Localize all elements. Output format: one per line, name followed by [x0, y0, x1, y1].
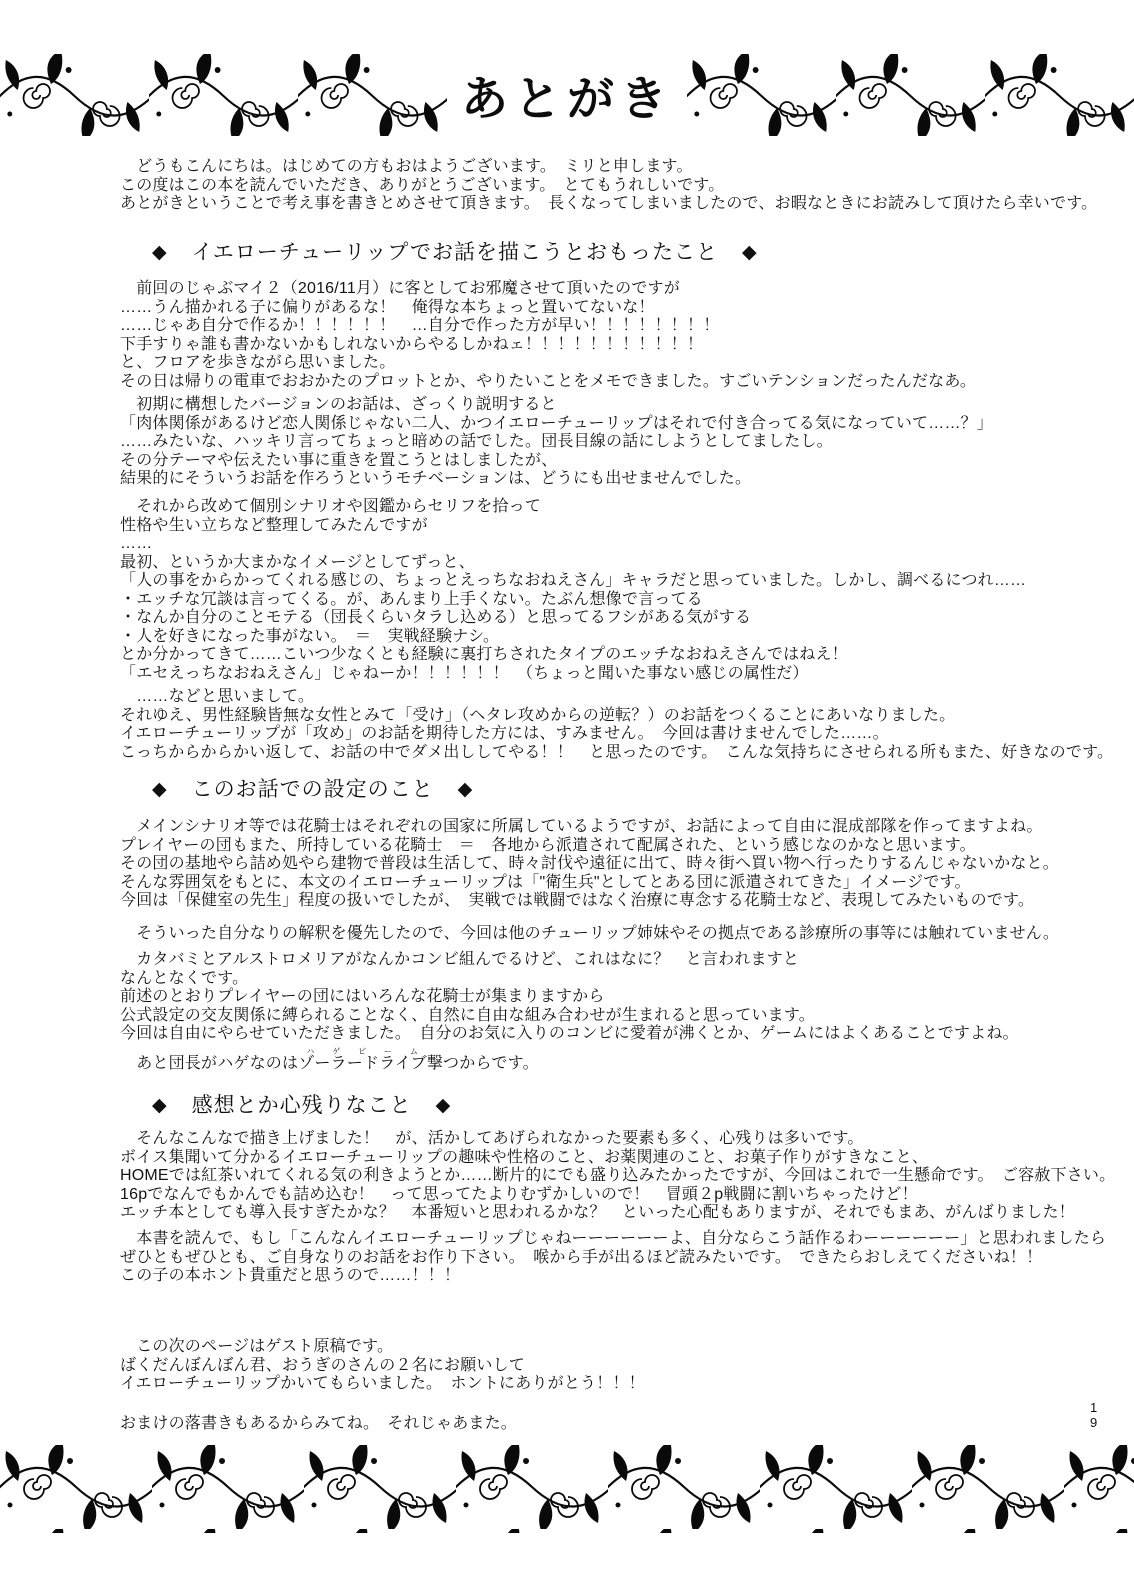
page-title: あとがき	[461, 71, 673, 127]
text-line: そんな雰囲気をもとに、本文のイエローチューリップは「"衛生兵"としてとある団に派遣されてきた」イメージです。	[120, 873, 971, 891]
ruby-word	[298, 1047, 427, 1072]
text-line: それから改めて個別シナリオや図鑑からセリフを拾って	[120, 498, 542, 515]
text-line: 下手すりゃ誰も書かないかもしれないからやるしかねェ！！！！！！！！！！！	[120, 335, 704, 353]
text-line: その日は帰りの電車でおおかたのプロットとか、やりたいことをメモできました。すごいテンションだったんだなあ。	[120, 372, 977, 390]
text-line: と、フロアを歩きながら思いました。	[120, 354, 396, 371]
text-line: イエローチューリップかいてもらいました。 ホントにありがとう！！！	[120, 1375, 645, 1392]
paragraph-solar-drive	[120, 1047, 1116, 1074]
paragraph-request-to-readers	[120, 1230, 1116, 1286]
text-line: 本書を読んで、もし「こんなんイエローチューリップじゃねーーーーーーよ、自分ならこう話作るわーーーーーー」と思われましたら	[120, 1230, 1107, 1247]
text-line: 結果的にそういうお話を作ろうというモチベーションは、どうにも出せませんでした。	[120, 470, 752, 487]
paragraph-regrets	[120, 1130, 1116, 1223]
text-line: 「肉体関係があるけど恋人関係じゃない二人、かつイエローチューリップはそれで付き合ってる気になっていて……？」	[120, 414, 994, 432]
diamond-icon: ◆	[741, 242, 758, 263]
vine-ornament-bottom	[0, 1445, 1134, 1533]
text-line: 前述のとおりプレイヤーの団にはいろんな花騎士が集まりますから	[120, 988, 605, 1005]
text-line: とか分かってきて……こいつ少なくとも経験に裏打ちされたタイプのエッチなおねえさんではねえ！	[120, 646, 848, 663]
diamond-icon: ◆	[435, 1095, 452, 1116]
diamond-icon: ◆	[152, 242, 168, 263]
paragraph-intro	[120, 158, 1116, 214]
text-line: この度はこの本を読んでいただき、ありがとうございます。 とてもうれしいです。	[120, 176, 725, 194]
paragraph-event-recollection	[120, 280, 1116, 391]
paragraph-combi-note	[120, 951, 1116, 1044]
paragraph-guest-credits	[120, 1338, 1116, 1394]
text-line: この次のページはゲスト原稿です。	[120, 1338, 394, 1355]
text-line: HOMEでは紅茶いれてくれる気の利きようとか……断片的にでも盛り込みたかったですが、今回はこれで一生懸命です。 ご容赦下さい。	[120, 1167, 1116, 1184]
text-line: ……みたいな、ハッキリ言ってちょっと暗めの話でした。団長目線の話にしようとしてましたし。	[120, 433, 833, 450]
paragraph-farewell	[120, 1415, 1116, 1434]
text-line: ・なんか自分のことモテる（団長くらいタラし込める）と思ってるフシがある気がする	[120, 609, 752, 626]
text-line: 16pでなんでもかんでも詰め込む！ って思ってたよりむずかしいので！ 冒頭２p戦闘に割いちゃったけど！	[120, 1185, 918, 1203]
text-line: ぜひともぜひとも、ご自身なりのお話をお作り下さい。 喉から手が出るほど読みたいです。 できたらおしえてくださいね！！	[120, 1248, 1043, 1266]
text-line: 初期に構想したバージョンのお話は、ざっくり説明すると	[120, 396, 557, 413]
section-heading-text: イエローチューリップでお話を描こうとおもったこと	[191, 241, 718, 264]
text-line: イエローチューリップが「攻め」のお話を期待した方には、すみません。 今回は書けませんでした……。	[120, 725, 889, 742]
vine-ornament-left	[0, 54, 447, 136]
text-line: 「エセえっちなおねえさん」じゃねーか！！！！！！ （ちょっと聞いた事ない感じの属性だ）	[120, 664, 809, 682]
text-line: 性格や生い立ちなど整理してみたんですが	[120, 516, 428, 534]
text-line: この子の本ホント貴重だと思うので……！！！	[120, 1267, 461, 1284]
diamond-icon: ◆	[152, 1095, 168, 1116]
ruby-annotation: ハゲビーム	[298, 1047, 427, 1056]
text-line: なんとなくです。	[120, 969, 249, 987]
vine-ornament-right	[687, 54, 1134, 136]
paragraph-first-version	[120, 396, 1116, 489]
text-line-ruby	[120, 1047, 1116, 1074]
text-line: ・エッチな冗談は言ってくる。が、あんまり上手くない。たぶん想像で言ってる	[120, 590, 703, 608]
text-line: メインシナリオ等では花騎士はそれぞれの国家に所属しているようですが、お話によって自由に混成部隊を作ってますよね。	[120, 818, 1043, 835]
text-line: ……	[120, 535, 153, 552]
paragraph-story-direction	[120, 688, 1116, 762]
ruby-base-text: ゾーラードライブ	[298, 1055, 427, 1072]
section-heading-text: 感想とか心残りなこと	[191, 1094, 412, 1117]
paragraph-interpretation-note	[120, 925, 1116, 944]
text-line: ……じゃあ自分で作るか！！！！！！ …自分で作った方が早い！！！！！！！！	[120, 317, 720, 334]
ruby-pre-text: あと団長がハゲなのは	[120, 1055, 299, 1072]
text-line: カタバミとアルストロメリアがなんかコンビ組んでるけど、これはなに？ と言われますと	[120, 951, 800, 968]
page-number-digit: 9	[1090, 1415, 1098, 1430]
text-line: エッチ本としても導入長すぎたかな？ 本番短いと思われるかな？ といった心配もありますが、それでもまあ、がんばりました！	[120, 1204, 1075, 1221]
page-number-digit: 1	[1090, 1400, 1098, 1415]
text-line: その分テーマや伝えたい事に重きを置こうとはしましたが、	[120, 451, 558, 469]
text-line: 「人の事をからかってくれる感じの、ちょっとえっちなおねえさん」キャラだと思っていました。しかし、調べるにつれ……	[120, 572, 1027, 589]
text-line: ・人を好きになった事がない。 ＝ 実戦経験ナシ。	[120, 627, 500, 645]
diamond-icon: ◆	[457, 779, 474, 800]
text-line: どうもこんにちは。はじめての方もおはようございます。 ミリと申します。	[120, 158, 693, 175]
page-number	[1090, 1400, 1097, 1430]
text-line: 今回は「保健室の先生」程度の扱いでしたが、 実戦では戦闘ではなく治療に専念する花騎士など、表現してみたいものです。	[120, 892, 1035, 909]
text-line: ……うん描かれる子に偏りがあるな！ 俺得な本ちょっと置いてないな！	[120, 298, 655, 316]
top-decorative-border	[0, 52, 1134, 138]
section-heading-regrets	[152, 1089, 451, 1119]
paragraph-world-setting	[120, 818, 1116, 911]
text-line: ばくだんぼんぼん君、おうぎのさんの２名にお願いして	[120, 1356, 526, 1374]
paragraph-character-study	[120, 498, 1116, 683]
text-line: こっちからからかい返して、お話の中でダメ出ししてやる！！ と思ったのです。 こんな気持ちにさせられる所もまた、好きなのです。	[120, 743, 1114, 761]
text-line: 最初、というか大まかなイメージとしてずっと、	[120, 553, 475, 571]
text-line: それゆえ、男性経験皆無な女性とみて「受け」（ヘタレ攻めからの逆転？）のお話をつくることにあいなりました。	[120, 706, 956, 724]
diamond-icon: ◆	[152, 779, 168, 800]
text-line: そんなこんなで描き上げました！ が、活かしてあげられなかった要素も多く、心残りは多いです。	[120, 1130, 864, 1147]
text-line: 公式設定の交友関係に縛られることなく、自然に自由な組み合わせが生まれると思っています。	[120, 1006, 816, 1024]
text-line: ……などと思いまして。	[120, 688, 315, 705]
section-heading-settings	[152, 773, 473, 803]
section-heading-yellow-tulip	[152, 236, 758, 266]
ruby-post-text: 撃つからです。	[426, 1055, 539, 1072]
text-line: そういった自分なりの解釈を優先したので、今回は他のチューリップ姉妹やその拠点である診療所の事等には触れていません。	[120, 925, 1060, 942]
text-line: あとがきということで考え事を書きとめさせて頂きます。 長くなってしまいましたので、お暇なときにお読みして頂けたら幸いです。	[120, 195, 1098, 212]
text-line: ボイス集聞いて分かるイエローチューリップの趣味や性格のこと、お薬関連のこと、お菓子作りがすきなこと、	[120, 1148, 929, 1166]
text-line: 今回は自由にやらせていただきました。 自分のお気に入りのコンビに愛着が沸くとか、ゲームにはよくあることですよね。	[120, 1025, 1019, 1042]
section-heading-text: このお話での設定のこと	[191, 778, 434, 801]
text-line: その団の基地やら詰め処やら建物で普段は生活して、時々討伐や遠征に出て、時々街へ買い物へ行ったりするんじゃないかなと。	[120, 855, 1059, 872]
text-line: おまけの落書きもあるからみてね。 それじゃあまた。	[120, 1415, 518, 1432]
text-line: プレイヤーの団もまた、所持している花騎士 ＝ 各地から派遣されて配属された、という感じなのかなと思います。	[120, 836, 976, 854]
text-line: 前回のじゃぶマイ２（2016/11月）に客としてお邪魔させて頂いたのですが	[120, 280, 680, 297]
